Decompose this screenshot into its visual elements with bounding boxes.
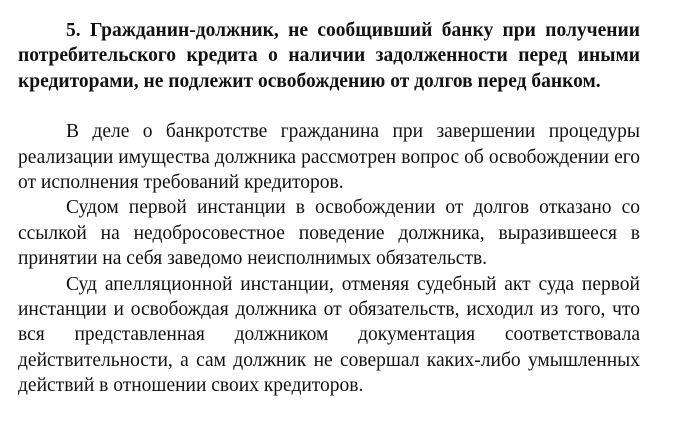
- document-page: [18, 18, 640, 399]
- paragraph-2: Судом первой инстанции в освобождении от долгов отказано со ссылкой на недобросовестное поведение должника, выразившееся в принятии на себя заведомо неисполнимых обязательств.: [18, 197, 640, 270]
- body-text: [18, 119, 640, 398]
- paragraph-1: В деле о банкротстве гражданина при завершении процедуры реализации имущества должника рассмотрен вопрос об освобождении его от исполнения требований кредиторов.: [18, 121, 640, 194]
- section-heading: 5. Гражданин-должник, не сообщивший банку при получении потребительского кредита о наличии задолженности перед иными кредиторами, не подлежит освобождению от долгов перед банком.: [18, 20, 640, 92]
- paragraph-3: Суд апелляционной инстанции, отменяя судебный акт суда первой инстанции и освобождая должника от обязательств, исходил из того, что вся представленная должником документация соответствовала действительности, а сам должник не совершал каких-либо умышленных действий в отношении своих кредиторов.: [18, 273, 640, 397]
